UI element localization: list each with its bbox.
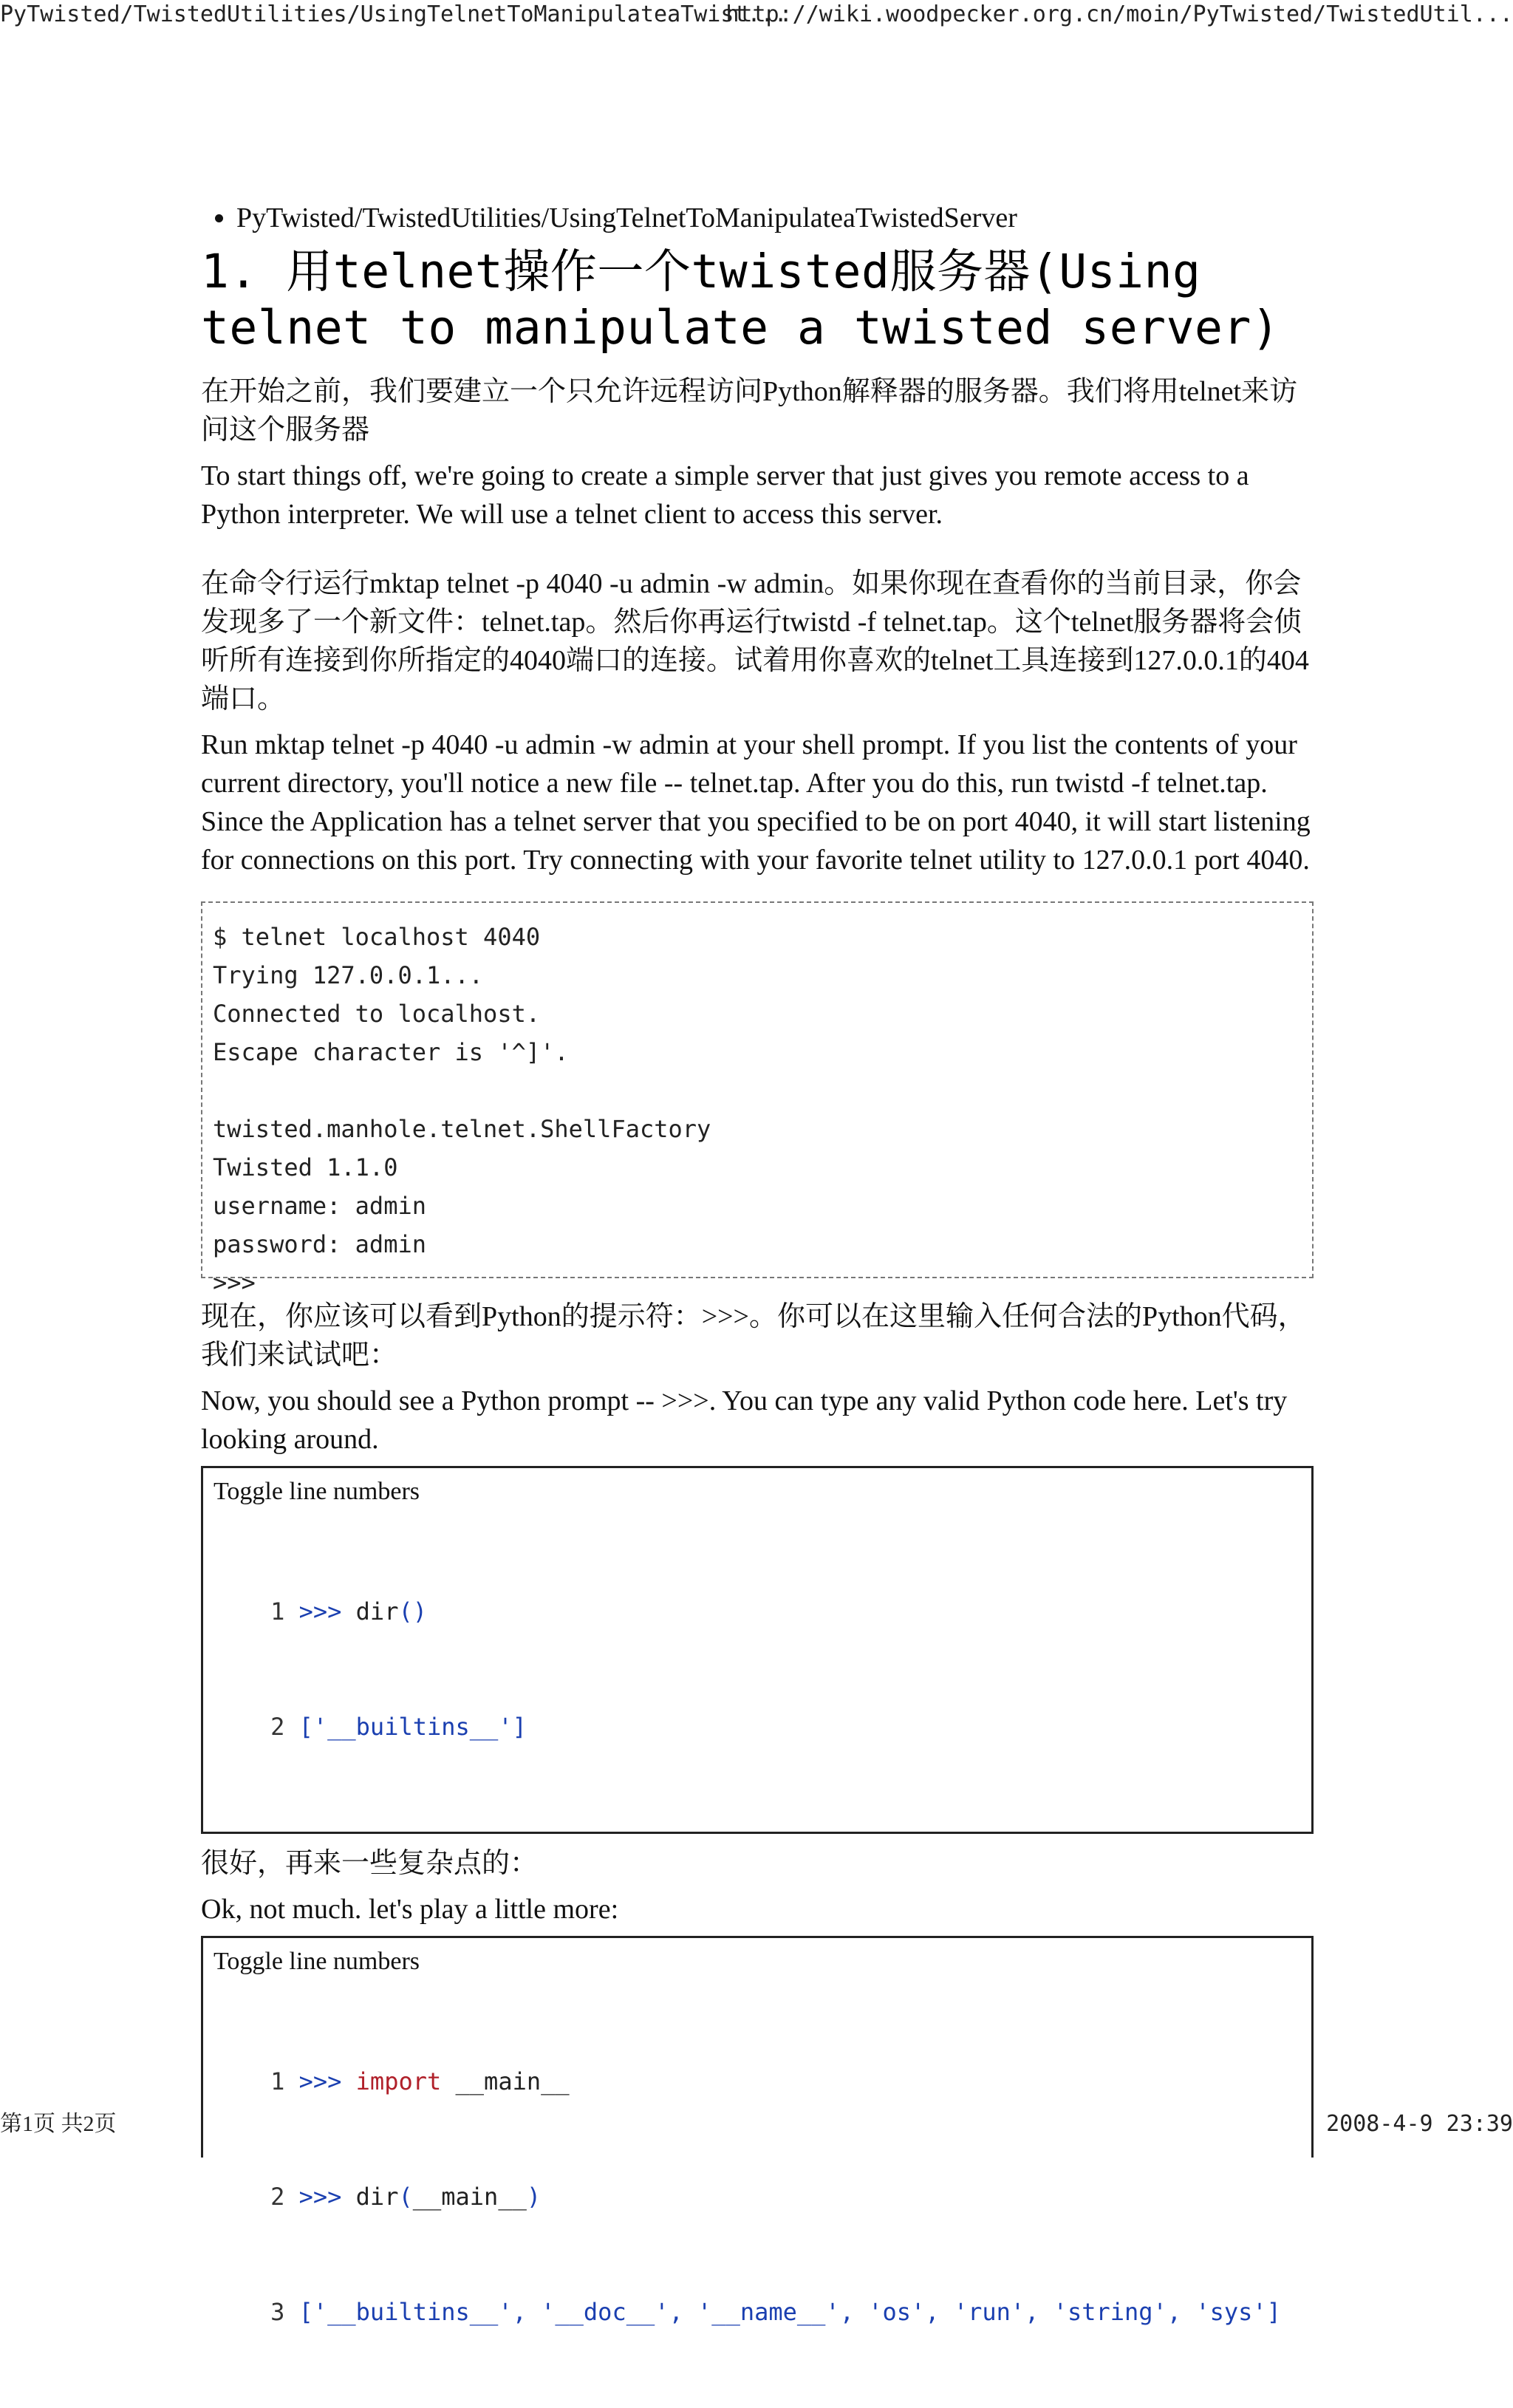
code-line xyxy=(214,2177,1301,2216)
code-token: dir xyxy=(341,1597,399,1626)
prompt-token: >>> xyxy=(298,2067,342,2095)
paren-token: ( xyxy=(398,2183,413,2211)
line-number: 3 xyxy=(270,2298,285,2326)
code-token: __main__ xyxy=(412,2183,527,2211)
breadcrumb xyxy=(201,198,1314,238)
code-lines xyxy=(214,1515,1301,1823)
intro-paragraph-en: To start things off, we're going to create a simple server that just gives you remote access to a Python interpreter. We will use a telnet client to access this server. xyxy=(201,460,1249,530)
line-number: 1 xyxy=(270,1597,285,1626)
more-paragraph-zh: 很好，再来一些复杂点的： xyxy=(201,1848,539,1879)
paren-token: () xyxy=(398,1597,427,1626)
header-url: http://wiki.woodpecker.org.cn/moin/PyTwisted/TwistedUtil... xyxy=(725,1,1513,27)
prompt-paragraph-zh: 现在，你应该可以看到Python的提示符：>>>。你可以在这里输入任何合法的Python代码，我们来试试吧： xyxy=(201,1301,1306,1371)
run-paragraph-en: Run mktap telnet -p 4040 -u admin -w admin at your shell prompt. If you list the contents of your current directory, you'll notice a new file -- telnet.tap. After you do this, run twistd -f telnet.tap. Since the Application has a telnet server that you specified to be on port 4040, it will start listening for connections on this port. Try connecting with your favorite telnet utility to 127.0.0.1 port 4040. xyxy=(201,729,1311,876)
code-token: ['__builtins__'] xyxy=(298,1713,527,1741)
print-datetime: 2008-4-9 23:39 xyxy=(1326,2111,1513,2137)
header-page-title: PyTwisted/TwistedUtilities/UsingTelnetToManipulateaTwist... xyxy=(0,1,788,27)
code-token: ['__builtins__', '__doc__', '__name__', 'os', 'run', 'string', 'sys'] xyxy=(298,2298,1281,2326)
run-paragraph-zh: 在命令行运行mktap telnet -p 4040 -u admin -w admin。如果你现在查看你的当前目录，你会发现多了一个新文件：telnet.tap。然后你再运行twistd -f telnet.tap。这个telnet服务器将会侦听所有连接到你所指定的4040端口的连接。试着用你喜欢的telnet工具连接到127.0.0.1的404端口。 xyxy=(201,568,1309,714)
page-title: 1. 用telnet操作一个twisted服务器(Using telnet to manipulate a twisted server) xyxy=(201,245,1280,355)
print-footer xyxy=(0,2108,1513,2141)
code-line xyxy=(214,1592,1301,1631)
code-lines xyxy=(214,1985,1301,2408)
code-block-dir xyxy=(201,1466,1314,1834)
keyword-token: import xyxy=(355,2067,442,2095)
telnet-session-output xyxy=(201,901,1314,1297)
page-indicator: 第1页 共2页 xyxy=(0,2112,117,2136)
print-header xyxy=(0,0,1513,30)
code-line xyxy=(214,1708,1301,1746)
code-line xyxy=(214,2062,1301,2101)
toggle-line-numbers-button[interactable]: Toggle line numbers xyxy=(214,1948,420,1975)
line-number: 2 xyxy=(270,2183,285,2211)
telnet-session-text: $ telnet localhost 4040 Trying 127.0.0.1... Connected to localhost. Escape character is '^]'. twisted.manhole.telnet.ShellFactory Twisted 1.1.0 username: admin password: admin >>> xyxy=(213,923,711,1297)
breadcrumb-link[interactable]: • PyTwisted/TwistedUtilities/UsingTelnetToManipulateaTwistedServer xyxy=(236,198,1314,238)
article-content xyxy=(201,198,1314,2326)
paren-token: ) xyxy=(526,2183,542,2211)
prompt-token: >>> xyxy=(298,2183,342,2211)
line-number: 2 xyxy=(270,1713,285,1741)
toggle-line-numbers-button[interactable]: Toggle line numbers xyxy=(214,1478,420,1505)
prompt-token: >>> xyxy=(298,1597,342,1626)
intro-paragraph-zh: 在开始之前，我们要建立一个只允许远程访问Python解释器的服务器。我们将用telnet来访问这个服务器 xyxy=(201,376,1298,446)
code-line xyxy=(214,2293,1301,2331)
prompt-paragraph-en: Now, you should see a Python prompt -- >>>. You can type any valid Python code here. Let's try looking around. xyxy=(201,1385,1288,1455)
code-token: __main__ xyxy=(441,2067,570,2095)
line-number: 1 xyxy=(270,2067,285,2095)
more-paragraph-en: Ok, not much. let's play a little more: xyxy=(201,1894,619,1925)
code-token: dir xyxy=(341,2183,399,2211)
